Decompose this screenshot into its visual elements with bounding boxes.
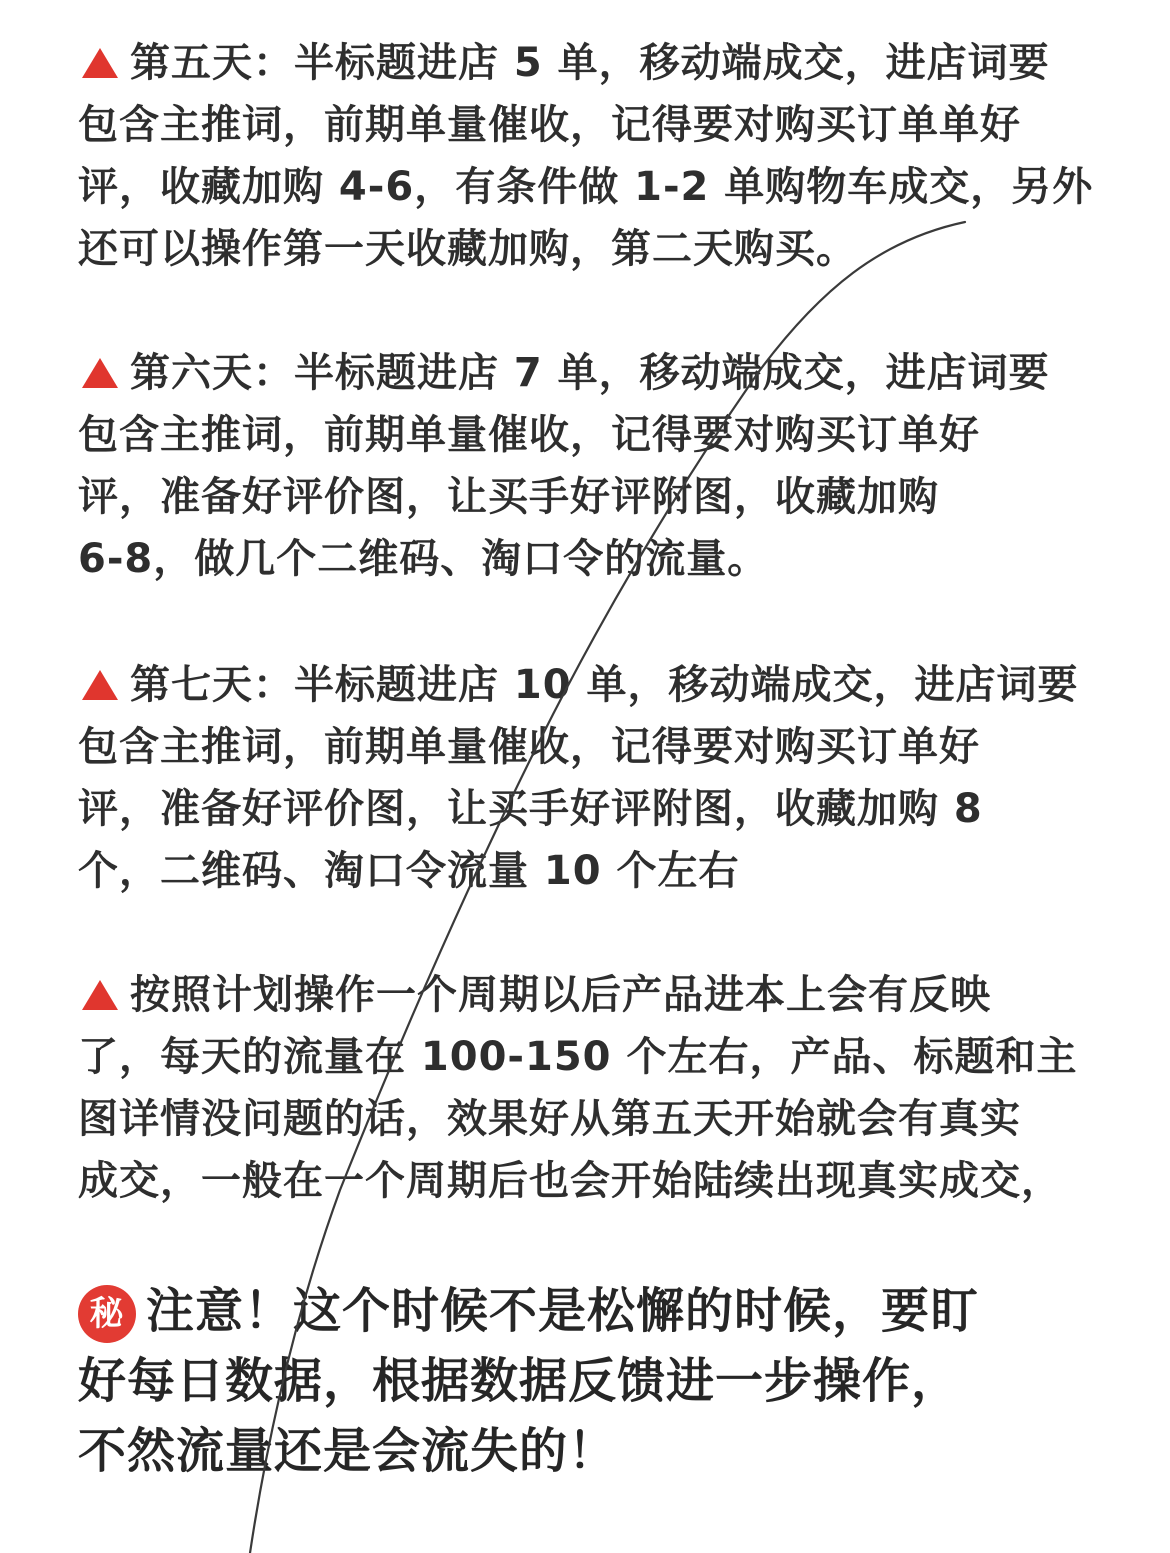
red-triangle-icon [82,670,118,700]
text-line: 评，收藏加购 4-6，有条件做 1-2 单购物车成交，另外 [78,164,1094,210]
text-line: 包含主推词，前期单量催收，记得要对购买订单好 [78,724,980,770]
text-line [78,654,1108,716]
text-line: 包含主推词，前期单量催收，记得要对购买订单好 [78,412,980,458]
text-line: 还可以操作第一天收藏加购，第二天购买。 [78,226,857,272]
line-text: 第七天：半标题进店 10 单，移动端成交，进店词要 [130,662,1079,708]
section-note [78,1276,1108,1486]
line-text: 按照计划操作一个周期以后产品进本上会有反映 [130,972,991,1018]
secret-badge-icon: 秘 [78,1285,136,1343]
red-triangle-icon [82,48,118,78]
text-line: 成交，一般在一个周期后也会开始陆续出现真实成交， [78,1158,1062,1204]
section-day-5 [78,32,1108,280]
line-text: 第五天：半标题进店 5 单，移动端成交，进店词要 [130,40,1050,86]
text-line [78,32,1108,94]
text-line: 6-8，做几个二维码、淘口令的流量。 [78,536,769,582]
text-line: 个，二维码、淘口令流量 10 个左右 [78,848,740,894]
text-line [78,342,1108,404]
text-line: 不然流量还是会流失的！ [78,1423,618,1479]
text-line: 评，准备好评价图，让买手好评附图，收藏加购 8 [78,786,983,832]
section-day-7 [78,654,1108,902]
line-text: 第六天：半标题进店 7 单，移动端成交，进店词要 [130,350,1050,396]
red-triangle-icon [82,358,118,388]
text-line: 评，准备好评价图，让买手好评附图，收藏加购 [78,474,939,520]
text-line: 图详情没问题的话，效果好从第五天开始就会有真实 [78,1096,1021,1142]
text-line: 包含主推词，前期单量催收，记得要对购买订单单好 [78,102,1021,148]
section-day-6 [78,342,1108,590]
text-line [78,1276,1108,1346]
text-line: 好每日数据，根据数据反馈进一步操作， [78,1353,961,1409]
text-line [78,964,1108,1026]
section-cycle-summary [78,964,1108,1212]
text-line: 了，每天的流量在 100-150 个左右，产品、标题和主 [78,1034,1078,1080]
line-text: 注意！这个时候不是松懈的时候，要盯 [146,1283,980,1339]
red-triangle-icon [82,980,118,1010]
